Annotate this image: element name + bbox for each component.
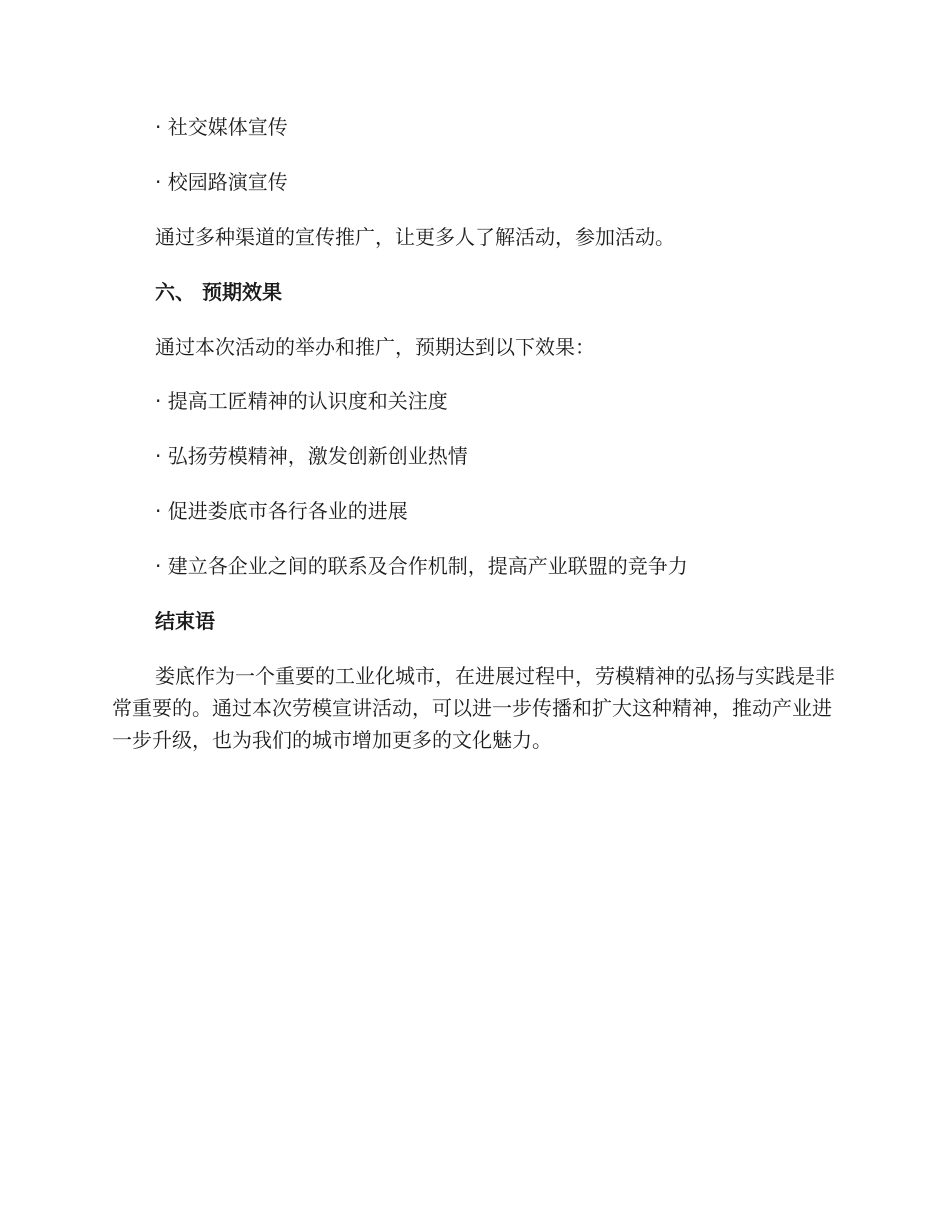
conclusion-paragraph: 娄底作为一个重要的工业化城市，在进展过程中，劳模精神的弘扬与实践是非常重要的。通过本次劳模宣讲活动，可以进一步传播和扩大这种精神，推动产业进一步升级，也为我们的城市增加更多的文化魅力。 xyxy=(112,664,835,752)
effect-bullet-3: · 促进娄底市各行各业的进展 xyxy=(155,499,408,523)
effect-bullet-2: · 弘扬劳模精神，激发创新创业热情 xyxy=(155,444,468,468)
bullet-campus-roadshow: · 校园路演宣传 xyxy=(155,170,288,194)
effect-bullet-4: · 建立各企业之间的联系及合作机制，提高产业联盟的竞争力 xyxy=(155,554,688,578)
section-heading-conclusion: 结束语 xyxy=(155,609,215,633)
expected-effects-intro: 通过本次活动的举办和推广，预期达到以下效果： xyxy=(155,335,595,359)
section-heading-expected-effects: 六、 预期效果 xyxy=(155,280,282,304)
promotion-summary: 通过多种渠道的宣传推广，让更多人了解活动，参加活动。 xyxy=(155,225,675,249)
effect-bullet-1: · 提高工匠精神的认识度和关注度 xyxy=(155,389,448,413)
bullet-social-media: · 社交媒体宣传 xyxy=(155,115,288,139)
